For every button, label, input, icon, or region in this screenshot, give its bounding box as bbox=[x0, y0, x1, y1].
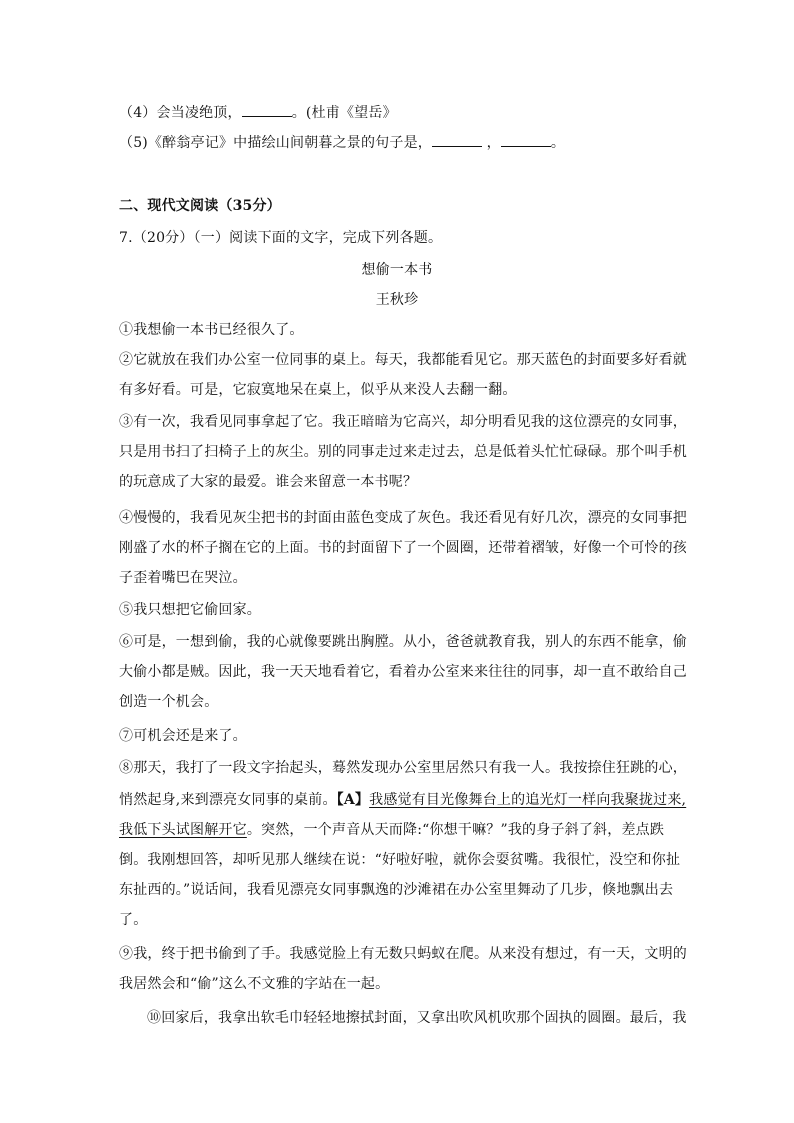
underlined-sentence-a: 我感觉有目光像舞台上的追光灯一样向我聚拢过来, bbox=[369, 792, 687, 808]
question-7-stem: 7.（20分）（一）阅读下面的文字，完成下列各题。 bbox=[119, 230, 443, 246]
paragraph-line: ④慢慢的，我看见灰尘把书的封面由蓝色变成了灰色。我还看见有好几次，漂亮的女同事把 bbox=[119, 510, 687, 526]
question-5-line bbox=[119, 132, 565, 153]
q5-mid: ， bbox=[481, 135, 501, 151]
answer-blank[interactable] bbox=[501, 132, 551, 147]
paragraph-line: ②它就放在我们办公室一位同事的桌上。每天，我都能看见它。那天蓝色的封面要多好看就 bbox=[119, 352, 687, 368]
answer-blank[interactable] bbox=[242, 102, 292, 117]
paragraph-line: ⑦可机会还是来了。 bbox=[119, 728, 247, 744]
underlined-sentence-b: 我低下头试图解开它 bbox=[119, 822, 247, 838]
paragraph-line: 的玩意成了大家的最爱。谁会来留意一本书呢？ bbox=[119, 474, 418, 490]
answer-blank[interactable] bbox=[432, 132, 482, 147]
marker-a: 【A】 bbox=[336, 792, 370, 808]
paragraph-line: ⑨我，终于把书偷到了手。我感觉脸上有无数只蚂蚁在爬。从来没有想过，有一天，文明的 bbox=[119, 946, 687, 962]
q4-prefix: （4）会当凌绝顶， bbox=[119, 105, 242, 121]
paragraph-line: ③有一次，我看见同事拿起了它。我正暗暗为它高兴，却分明看见我的这位漂亮的女同事， bbox=[119, 414, 687, 430]
q5-suffix: 。 bbox=[550, 135, 566, 151]
paragraph-line: 创造一个机会。 bbox=[119, 694, 219, 710]
paragraph-line: ⑥可是，一想到偷，我的心就像要跳出胸膛。从小，爸爸就教育我，别人的东西不能拿，偷 bbox=[119, 634, 687, 650]
question-4-line bbox=[119, 102, 397, 123]
annotated-line-b bbox=[119, 820, 664, 840]
q5-prefix: （5)《醉翁亭记》中描绘山间朝暮之景的句子是， bbox=[119, 135, 432, 151]
paragraph-line: 了。 bbox=[119, 912, 148, 928]
annotated-line-a bbox=[119, 790, 686, 810]
paragraph-line: 我居然会和“偷”这么不文雅的字站在一起。 bbox=[119, 976, 390, 992]
line-b-rest: 。突然，一个声音从天而降:“你想干嘛？”我的身子斜了斜，差点跌 bbox=[246, 822, 665, 838]
paragraph-line: 子歪着嘴巴在哭泣。 bbox=[119, 570, 247, 586]
section-title: 二、现代文阅读（35分） bbox=[119, 198, 281, 214]
article-title: 想偷一本书 bbox=[361, 262, 433, 278]
line-a-prefix: 悄然起身,来到漂亮女同事的桌前。 bbox=[119, 792, 337, 808]
paragraph-line: ⑩回家后，我拿出软毛巾轻轻地擦拭封面，又拿出吹风机吹那个固执的圆圈。最后，我 bbox=[147, 1010, 687, 1026]
paragraph-line: 东扯西的。”说话间，我看见漂亮女同事飘逸的沙滩裙在办公室里舞动了几步，倏地飘出去 bbox=[119, 882, 674, 898]
paragraph-line: 有多好看。可是，它寂寞地呆在桌上，似乎从来没人去翻一翻。 bbox=[119, 382, 517, 398]
paragraph-line: 刚盛了水的杯子搁在它的上面。书的封面留下了一个圆圈，还带着褶皱，好像一个可怜的孩 bbox=[119, 540, 687, 556]
q4-suffix: 。(杜甫《望岳》 bbox=[291, 105, 397, 121]
paragraph-line: ⑤我只想把它偷回家。 bbox=[119, 602, 261, 618]
paragraph-line: 只是用书扫了扫椅子上的灰尘。别的同事走过来走过去，总是低着头忙忙碌碌。那个叫手机 bbox=[119, 444, 687, 460]
article-author: 王秋珍 bbox=[375, 292, 419, 308]
paragraph-line: ⑧那天，我打了一段文字抬起头，蓦然发现办公室里居然只有我一人。我按捺住狂跳的心， bbox=[119, 760, 687, 776]
paragraph-line: 倒。我刚想回答，却听见那人继续在说：“好啦好啦，就你会耍贫嘴。我很忙，没空和你扯 bbox=[119, 852, 681, 868]
paragraph-line: 大偷小都是贼。因此，我一天天地看着它，看着办公室来来往往的同事，却一直不敢给自己 bbox=[119, 664, 687, 680]
paragraph-line: ①我想偷一本书已经很久了。 bbox=[119, 322, 304, 338]
